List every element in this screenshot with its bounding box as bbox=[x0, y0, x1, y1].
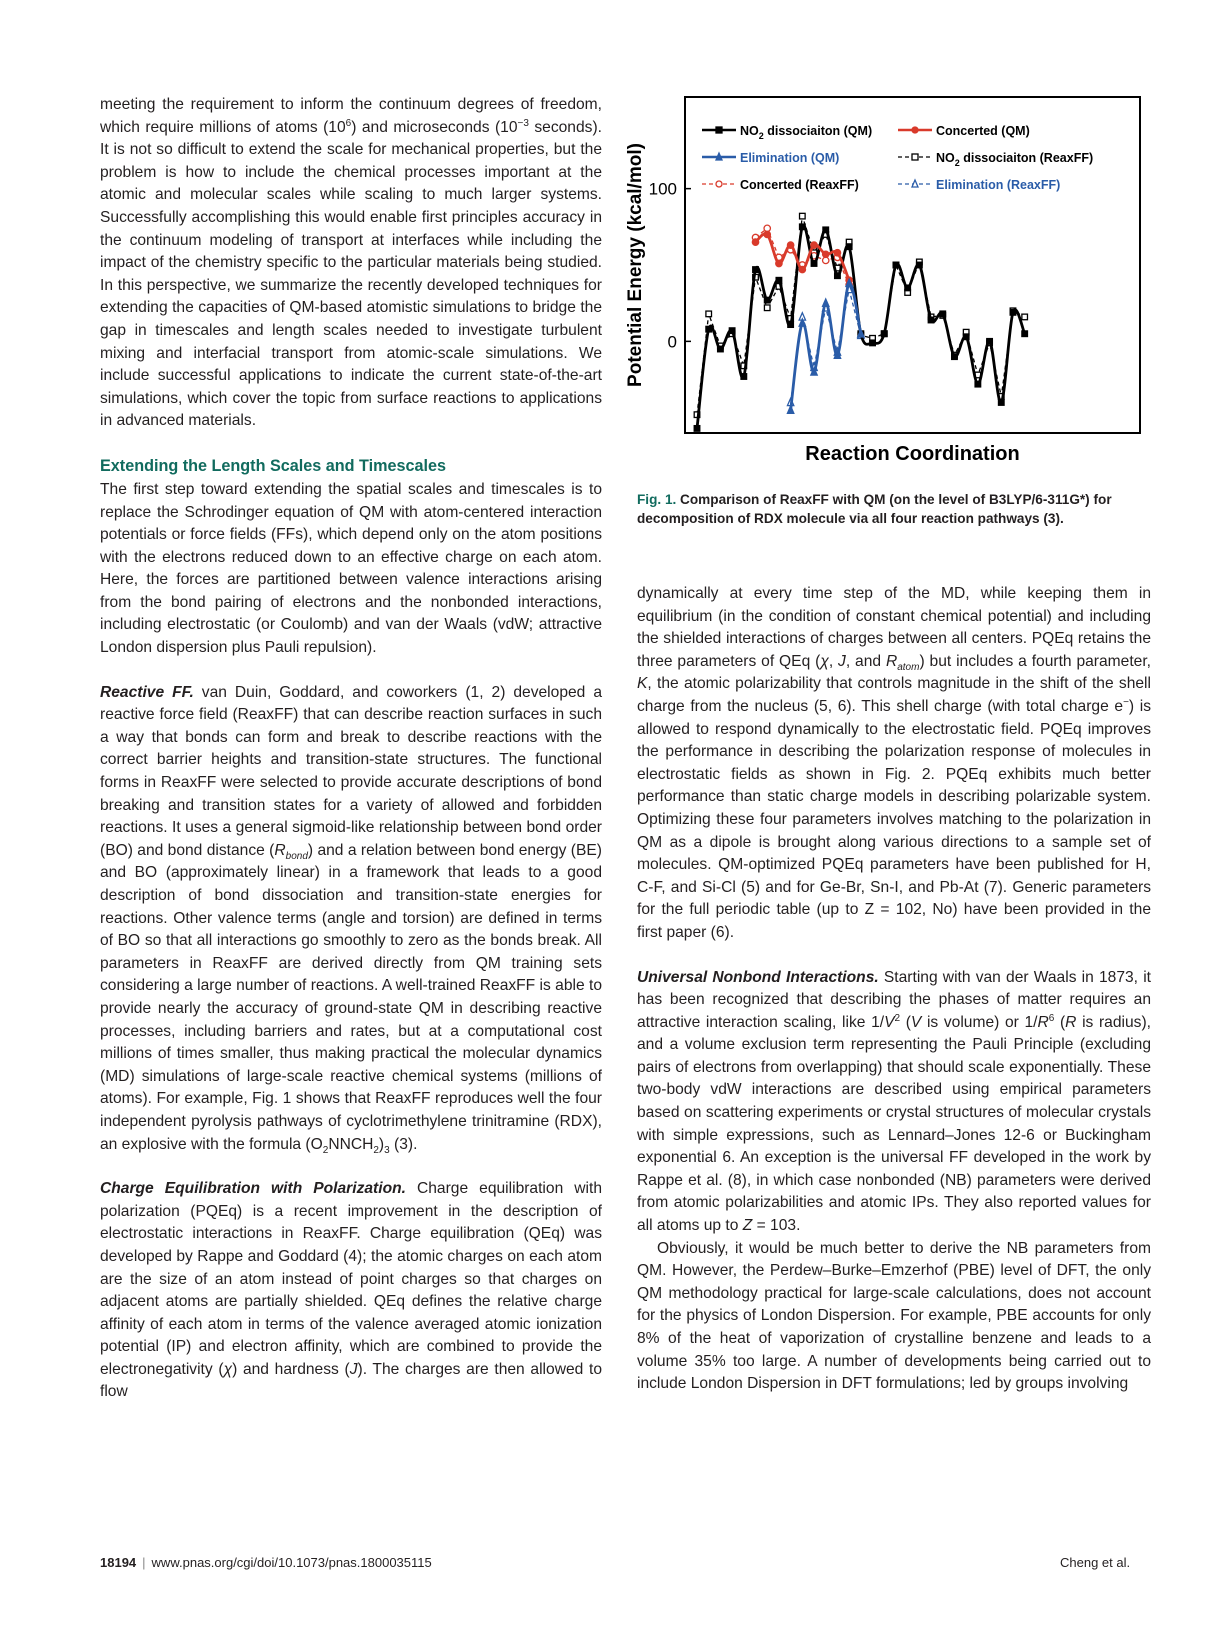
text-run: is volume) or 1/ bbox=[921, 1013, 1038, 1031]
legend-label: Elimination (ReaxFF) bbox=[936, 178, 1061, 192]
text-run: , bbox=[828, 652, 839, 670]
data-point-triangle bbox=[823, 299, 829, 306]
reactive-ff-paragraph bbox=[100, 682, 602, 1156]
legend-label: Elimination (QM) bbox=[740, 151, 840, 165]
data-point-square bbox=[1022, 331, 1028, 337]
data-point-square bbox=[729, 328, 735, 334]
legend-label: Concerted (QM) bbox=[936, 124, 1030, 138]
footer-separator: | bbox=[142, 1555, 146, 1570]
text-run: Charge equilibration with polarization (PQEq) is a recent improvement in the description of electrostatic interactions in ReaxFF. Charge equilibration (QEq) was developed by Rappe and Goddard (4); the atomic charges on each atom are the size of an atom instead of point charges so that charges on adjacent atoms are partially shielded. QEq defines the relative charge affinity of each atom in terms of the valence averaged atomic ionization potential (IP) and electron affinity, which are combined to provide the electronegativity ( bbox=[100, 1180, 602, 1378]
data-point-circle bbox=[799, 266, 805, 272]
subscript: 2 bbox=[373, 1144, 379, 1156]
text-run: Starting with van der Waals in 1873, it has been recognized that describing the phases of matter requires an attractive interaction scaling, like 1/ bbox=[637, 968, 1151, 1031]
data-point-circle bbox=[834, 250, 840, 256]
legend-label: Concerted (ReaxFF) bbox=[740, 178, 859, 192]
italic-var: V bbox=[884, 1013, 895, 1031]
text-run: (3). bbox=[389, 1135, 418, 1153]
footer-left bbox=[100, 1555, 432, 1570]
data-point-square bbox=[940, 311, 946, 317]
data-point-square bbox=[776, 277, 782, 283]
italic-var: R bbox=[885, 652, 898, 670]
italic-var: K bbox=[637, 675, 648, 693]
data-point-circle bbox=[776, 260, 782, 266]
data-point-square bbox=[870, 340, 876, 346]
data-point-square bbox=[811, 261, 817, 267]
superscript: − bbox=[1123, 696, 1129, 708]
page-number: 18194 bbox=[100, 1555, 137, 1570]
text-run: ) and hardness ( bbox=[232, 1360, 350, 1378]
pqeq-continued-paragraph bbox=[637, 583, 1151, 945]
data-point-square bbox=[753, 267, 759, 273]
text-run: is radius), and a volume exclusion term representing the Pauli Principle (excluding pairs of electrons from overlapping) that should scale exponentially. These two-body vdW interactions are described using empirical parameters based on scattering experiments or crystal structures of molecular crystals with simple expressions, such as Lennard–Jones 12-6 or Buckingham exponential 6. An exception is the universal FF developed in the work by Rappe et al. (8), in which case nonbonded (NB) parameters were derived from atomic polarizabilities and atomic IPs. They also reported values for all atoms up to bbox=[637, 1013, 1151, 1235]
ff-paragraph: The first step toward extending the spatial scales and timescales is to replace the Schrodinger equation of QM with atom-centered interaction potentials or force fields (FFs), which depend only on the atom positions with the electrons reduced down to an effective charge on each atom. Here, the forces are partitioned between valence interactions arising from the bond pairing of electrons and the nonbonded interactions, including electrostatic (or Coulomb) and van der Waals (vdW; attractive London dispersion plus Pauli repulsion). bbox=[100, 480, 602, 657]
dft-paragraph: Obviously, it would be much better to derive the NB parameters from QM. However, the Perdew–Burke–Emzerhof (PBE) level of DFT, the only QM methodology practical for large-scale calculations, does not account for the physics of London Dispersion. For example, PBE accounts for only 8% of the heat of vaporization of crystalline benzene and leads to a volume 35% too large. A number of developments being carried out to include London Dispersion in DFT formulations; led by groups involving bbox=[637, 1239, 1151, 1393]
text-run: , the atomic polarizability that controls magnitude in the shift of the shell charge from the nucleus (5, 6). This shell charge (with total charge e bbox=[637, 675, 1151, 715]
data-point-circle bbox=[764, 225, 770, 231]
left-column bbox=[100, 94, 602, 1404]
text-run: seconds). It is not so difficult to extend the scale for mechanical properties, but the problem is how to include the chemical processes important at the atomic and molecular scales while scaling to much larger systems. Successfully accomplishing this would enable first principles accuracy in the continuum modeling of transport at interfaces while including the impact of the chemistry specific to the particular materials being studied. In this perspective, we summarize the recently developed techniques for extending the capacities of QM-based atomistic simulations to bridge the gap in timescales and length scales needed to investigate turbulent mixing and interfacial transport from atomic-scale simulations. We include successful applications to indicate the current state-of-the-art simulations, which cover the topic from surface reactions to applications in advanced materials. bbox=[100, 118, 602, 430]
data-point-triangle bbox=[716, 153, 722, 160]
text-run: ) and a relation between bond energy (BE) and BO (approximately linear) in a framework that leads to a good description of bond dissociation and transition-state energies for reactions. Other valence terms (angle and torsion) are defined in terms of BO so that all interactions go smoothly to zero as the bonds break. All parameters in ReaxFF are derived directly from QM training sets considering a large number of reactions. A well-trained ReaxFF is able to provide nearly the accuracy of ground-state QM in describing reactive processes, including barriers and rates, but at a computational cost millions of times smaller, thus making practical the molecular dynamics (MD) simulations of large-scale reactive chemical systems (millions of atoms). For example, Fig. 1 shows that ReaxFF reproduces well the four independent pyrolysis pathways of cyclotrimethylene trinitramine (RDX), an explosive with the formula (O bbox=[100, 841, 602, 1153]
figure-caption bbox=[637, 490, 1147, 528]
italic-var: J bbox=[349, 1360, 358, 1378]
italic-var: R bbox=[1065, 1013, 1077, 1031]
energy-chart bbox=[624, 90, 1160, 490]
italic-var: χ bbox=[223, 1360, 233, 1378]
legend-label: $NO_2$ dissociaiton (ReaxFF) bbox=[936, 151, 1094, 168]
pqeq-paragraph bbox=[100, 1178, 602, 1404]
data-point-square bbox=[905, 285, 911, 291]
caption-text: Comparison of ReaxFF with QM (on the level of B3LYP/6-311G*) for decomposition of RDX molecule via all four reaction pathways (3). bbox=[637, 492, 1112, 526]
y-tick-label: 100 bbox=[648, 179, 677, 199]
text-run: ) is allowed to respond dynamically to the electrostatic field. PQEq improves the performance in describing the polarization response of molecules in electrostatic fields as shown in Fig. 2. PQEq exhibits much better performance than static charge models in describing polarizable system. Optimizing these four parameters involves matching to the polarization in QM as a dipole is brought along various directions to a sample set of molecules. QM-optimized PQEq parameters have been published for H, C-F, and Si-Cl (5) and for Ge-Br, Sn-I, and Pb-At (7). Generic parameters for the full periodic table (up to Z = 102, No) have been provided in the first paper (6). bbox=[637, 697, 1152, 941]
text-run: NNCH bbox=[328, 1135, 374, 1153]
footer-authors: Cheng et al. bbox=[1060, 1555, 1131, 1570]
data-point-square bbox=[893, 262, 899, 268]
data-point-square bbox=[975, 381, 981, 387]
italic-var: R bbox=[1037, 1013, 1049, 1031]
text-run: dynamically at every time step of the MD, while keeping them in equilibrium (in the condition of constant chemical potential) and including the shielded interactions of charges between all centers. PQEq retains the three parameters of QEq ( bbox=[637, 585, 1151, 670]
data-point-circle bbox=[823, 257, 829, 263]
data-point-square bbox=[835, 273, 841, 279]
right-column bbox=[637, 583, 1151, 1396]
plot-frame bbox=[685, 97, 1140, 433]
run-in-heading: Universal Nonbond Interactions. bbox=[637, 968, 879, 986]
subscript: bond bbox=[285, 850, 308, 862]
data-point-square bbox=[823, 227, 829, 233]
text-run: = 103. bbox=[752, 1217, 801, 1235]
text-run: ) but includes a fourth parameter, bbox=[919, 652, 1152, 670]
figure-label: Fig. 1. bbox=[637, 492, 677, 507]
intro-paragraph bbox=[100, 94, 602, 433]
data-point-square bbox=[716, 127, 722, 133]
superscript: −3 bbox=[517, 117, 529, 129]
data-point-square bbox=[912, 154, 918, 160]
data-point-square bbox=[928, 317, 934, 323]
data-point-square bbox=[1010, 310, 1016, 316]
data-point-square bbox=[917, 262, 923, 268]
nonbond-paragraph bbox=[637, 967, 1151, 1238]
legend-layer bbox=[702, 124, 1093, 192]
data-point-square bbox=[1022, 314, 1028, 320]
text-run: , and bbox=[845, 652, 886, 670]
data-point-square bbox=[764, 305, 770, 311]
data-point-square bbox=[694, 426, 700, 432]
y-tick-label: 0 bbox=[667, 332, 677, 352]
run-in-heading: Charge Equilibration with Polarization. bbox=[100, 1180, 406, 1198]
data-point-square bbox=[788, 322, 794, 328]
data-point-circle bbox=[823, 251, 829, 257]
superscript: 6 bbox=[345, 117, 352, 129]
italic-var: R bbox=[274, 841, 286, 859]
figure-1 bbox=[624, 90, 1160, 490]
data-point-triangle bbox=[787, 406, 793, 413]
text-run: ) bbox=[378, 1135, 385, 1153]
data-point-square bbox=[952, 354, 958, 360]
italic-var: Z bbox=[742, 1217, 753, 1235]
y-axis-label: Potential Energy (kcal/mol) bbox=[624, 143, 646, 387]
text-run: ) and microseconds (10 bbox=[351, 118, 518, 136]
text-run: ). The charges are then allowed to flow bbox=[100, 1360, 602, 1401]
data-point-square bbox=[741, 374, 747, 380]
data-point-square bbox=[846, 244, 852, 250]
text-run: van Duin, Goddard, and coworkers (1, 2) developed a reactive force field (ReaxFF) that can describe reaction surfaces in such a way that bonds can form and break to describe reactions with the correct barrier heights and transition-state structures. The functional forms in ReaxFF were selected to provide accurate descriptions of bond breaking and transition states for a variety of allowed and forbidden reactions. It uses a general sigmoid-like relationship between bond order (BO) and bond distance ( bbox=[100, 683, 602, 859]
data-point-square bbox=[764, 297, 770, 303]
data-point-square bbox=[706, 326, 712, 332]
italic-var: V bbox=[910, 1013, 922, 1031]
data-point-square bbox=[706, 311, 712, 317]
section-heading: Extending the Length Scales and Timescales bbox=[100, 456, 447, 475]
superscript: 2 bbox=[894, 1012, 901, 1024]
data-point-triangle bbox=[912, 180, 918, 187]
data-point-square bbox=[800, 213, 806, 219]
text-run: ( bbox=[900, 1013, 911, 1031]
data-point-circle bbox=[912, 127, 918, 133]
italic-var: χ bbox=[820, 652, 829, 670]
italic-var: J bbox=[838, 652, 846, 670]
data-point-circle bbox=[716, 181, 722, 187]
data-point-circle bbox=[752, 239, 758, 245]
data-point-square bbox=[881, 331, 887, 337]
data-point-circle bbox=[811, 242, 817, 248]
run-in-heading: Reactive FF. bbox=[100, 683, 194, 701]
series-layer bbox=[694, 213, 1027, 431]
data-point-circle bbox=[764, 231, 770, 237]
subscript: 2 bbox=[322, 1144, 329, 1156]
superscript: 6 bbox=[1048, 1012, 1055, 1024]
data-point-square bbox=[987, 339, 993, 345]
text-run: ( bbox=[1054, 1013, 1066, 1031]
data-point-square bbox=[718, 346, 724, 352]
subscript: atom bbox=[897, 661, 920, 673]
x-axis-label: Reaction Coordination bbox=[805, 443, 1020, 465]
data-point-square bbox=[963, 334, 969, 340]
data-point-square bbox=[800, 224, 806, 230]
data-point-square bbox=[998, 400, 1004, 406]
text-run: meeting the requirement to inform the continuum degrees of freedom, which require millions of atoms (10 bbox=[100, 96, 602, 136]
doi-link[interactable]: www.pnas.org/cgi/doi/10.1073/pnas.1800035115 bbox=[151, 1555, 432, 1570]
data-point-circle bbox=[787, 242, 793, 248]
subscript: 3 bbox=[384, 1144, 390, 1156]
legend-label: $NO_2$ dissociaiton (QM) bbox=[740, 124, 873, 141]
